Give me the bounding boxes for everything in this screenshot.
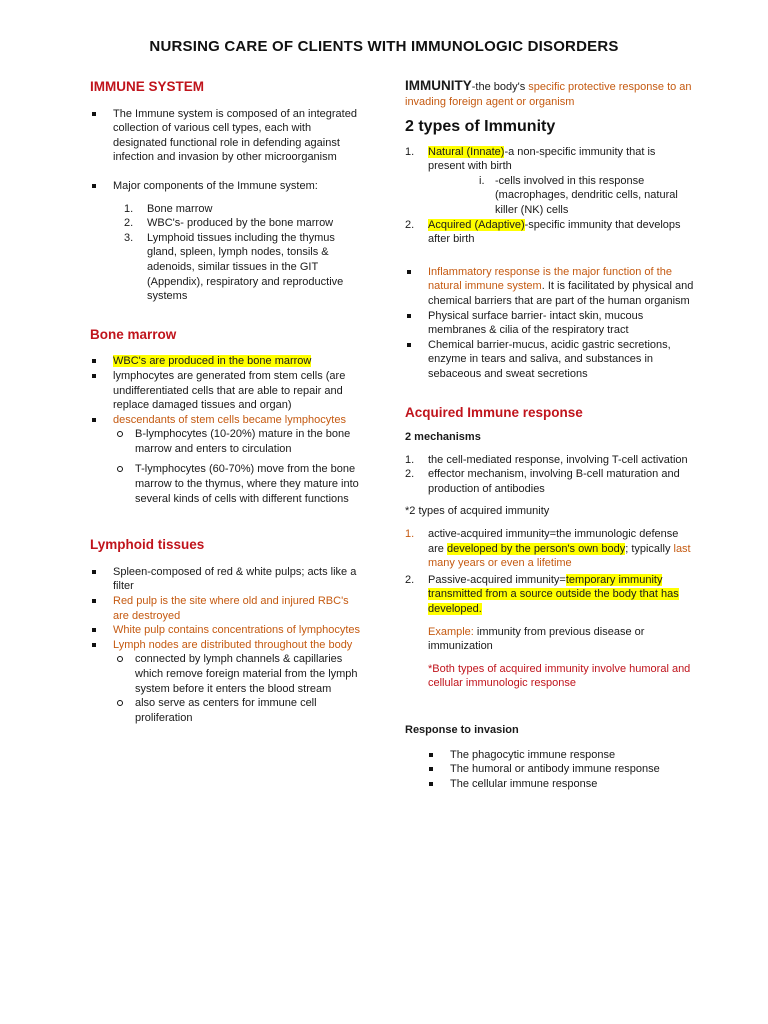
list-item: 2. Passive-acquired immunity=temporary immunity transmitted from a source outside the body that has developed. [405,573,679,616]
document-title: NURSING CARE OF CLIENTS WITH IMMUNOLOGIC DISORDERS [149,38,619,55]
response-to-invasion-heading: Response to invasion [405,724,519,736]
mechanisms-heading: 2 mechanisms [405,431,481,444]
list-item: Red pulp is the site where old and injured RBC's are destroyed [90,594,362,623]
list-item: 1. active-acquired immunity=the immunologic defense are developed by the person's own body; typically last many years or even a lifetime [405,528,691,570]
immunity-definition: IMMUNITY-the body's specific protective response to an invading foreign agent or organism [405,78,692,108]
list-item: Spleen-composed of red & white pulps; acts like a filter [90,565,362,594]
list-item: descendants of stem cells became lymphocytes [90,413,362,428]
acquired-types-heading: *2 types of acquired immunity [405,505,550,518]
list-item: Inflammatory response is the major function of the natural immune system. It is facilitated by physical and chemical barriers that are part of the human organism [405,265,695,309]
list-item: 2. WBC's- produced by the bone marrow [124,217,334,230]
both-types-note: *Both types of acquired immunity involve humoral and cellular immunologic response [428,662,691,690]
list-item: The cellular immune response [427,777,695,792]
list-item: T-lymphocytes (60-70%) move from the bone marrow to the thymus, where they mature into several kinds of cells with different functions [90,462,362,506]
list-item: B-lymphocytes (10-20%) mature in the bone marrow and enters to circulation [90,427,362,456]
list-item: connected by lymph channels & capillaries which remove foreign material from the lymph system before it enters the blood stream [90,652,362,696]
list-item: Chemical barrier-mucus, acidic gastric secretions, enzyme in tears and saliva, and substances in sebaceous and sweat secretions [405,338,695,382]
left-column [90,78,362,725]
list-item: The humoral or antibody immune response [427,762,695,777]
immunity-term: IMMUNITY [405,78,472,93]
list-item: Physical surface barrier- intact skin, mucous membranes & cilia of the respiratory tract [405,309,695,338]
list-item: Lymph nodes are distributed throughout the body [90,638,362,653]
list-item: 1. Natural (Innate)-a non-specific immunity that is present with birth [405,145,656,173]
right-column [405,78,695,791]
list-item: i. -cells involved in this response (macrophages, dendritic cells, natural killer (NK) cells [479,174,678,216]
list-item: 1. Bone marrow [124,202,213,215]
acquired-immune-heading: Acquired Immune response [405,404,583,420]
list-item: lymphocytes are generated from stem cells (are undifferentiated cells that are able to repair and replace damaged tissues and organ) [90,369,362,413]
immune-system-heading: IMMUNE SYSTEM [90,79,205,94]
bone-marrow-heading: Bone marrow [90,326,177,342]
list-item: 1. the cell-mediated response, involving T-cell activation [405,453,688,466]
list-item: 3. Lymphoid tissues including the thymus gland, spleen, lymph nodes, tonsils & adenoids, similar tissues in the GIT (Appendix), respiratory and reproductive systems [124,231,344,303]
list-item: The phagocytic immune response [427,748,695,763]
list-item: also serve as centers for immune cell proliferation [90,696,362,725]
list-item: Major components of the Immune system: [90,179,362,194]
list-item: WBC's are produced in the bone marrow [90,354,362,369]
list-item: 2. effector mechanism, involving B-cell maturation and production of antibodies [405,468,680,495]
types-of-immunity-heading: 2 types of Immunity [405,118,556,135]
list-item: White pulp contains concentrations of lymphocytes [90,623,362,638]
lymphoid-tissues-heading: Lymphoid tissues [90,537,205,553]
list-item: 2. Acquired (Adaptive)-specific immunity that develops after birth [405,218,681,246]
list-item: The Immune system is composed of an integrated collection of various cell types, each with designated functional role in defending against infection and invasion by other microorganism [90,107,362,165]
example-note: Example: immunity from previous disease or immunization [428,625,645,653]
components-list [90,202,362,304]
